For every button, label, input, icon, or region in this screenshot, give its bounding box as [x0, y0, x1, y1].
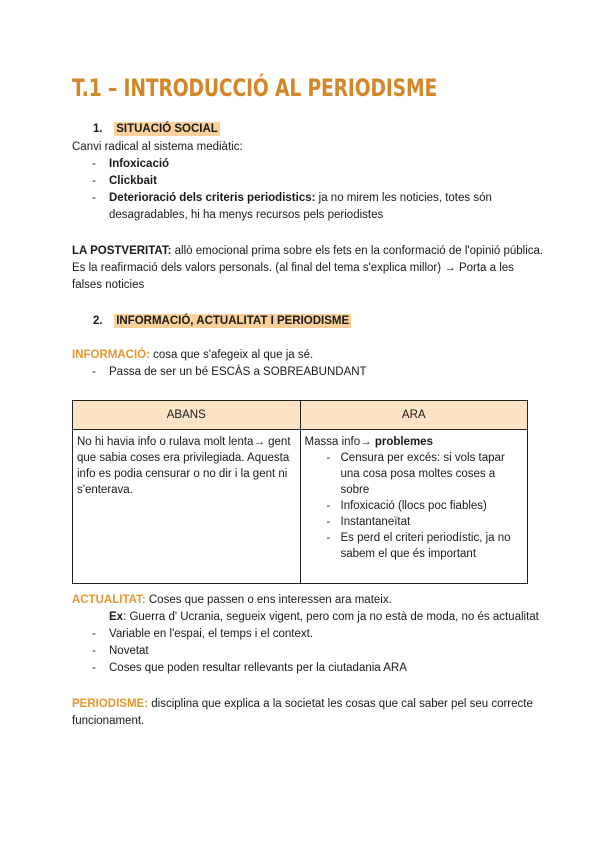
cell-intro-bold: problemes: [374, 436, 433, 448]
example-text: : Guerra d' Ucrania, segueix vigent, pero com ja no està de moda, no és actualitat: [123, 611, 539, 623]
postveritat-text: allò emocional prima sobre els fets en la conformació de l'opinió pública.: [171, 245, 544, 257]
cell-intro: [305, 434, 524, 450]
section-number: 1.: [93, 123, 103, 135]
cell-ara: [300, 430, 528, 584]
postveritat-line: falses noticies: [72, 279, 145, 291]
list-item-text: Clickbait: [109, 175, 157, 187]
cell-intro-text: Massa info→: [304, 436, 375, 448]
list-item: -: [92, 628, 96, 640]
page-title: T.1 – INTRODUCCIÓ AL PERIODISME: [72, 74, 438, 102]
periodisme-line: funcionament.: [72, 715, 145, 727]
informacio-paragraph: [72, 347, 313, 363]
periodisme-paragraph: [72, 696, 533, 712]
column-header-abans: ABANS: [73, 401, 301, 430]
example-line: [109, 609, 539, 625]
ara-list: [305, 450, 524, 562]
cell-line: No hi havia info o rulava molt lenta→ gent: [77, 436, 291, 448]
informacio-text: cosa que s'afegeix al que ja sé.: [149, 349, 314, 361]
term-description: ja no mirem les noticies, totes són: [315, 192, 492, 204]
list-item: - Es perd el criteri periodístic, ja no sabem el que és important: [305, 530, 524, 562]
list-item: - Instantaneïtat: [305, 514, 524, 530]
list-item-text: Coses que poden resultar rellevants per la ciutadania ARA: [109, 662, 407, 674]
section-1-intro: Canvi radical al sistema mediàtic:: [72, 141, 243, 153]
list-item-text: [109, 190, 492, 206]
column-header-ara: ARA: [300, 401, 528, 430]
actualitat-label: ACTUALITAT:: [72, 594, 146, 606]
list-item: -: [92, 192, 96, 204]
table-row: [73, 430, 528, 584]
section-title: INFORMACIÓ, ACTUALITAT I PERIODISME: [116, 315, 350, 327]
list-item: - Infoxicació (llocs poc fiables): [305, 498, 524, 514]
example-label: Ex: [109, 611, 124, 623]
list-item: -: [92, 175, 96, 187]
section-2-heading: [93, 313, 351, 329]
list-item-text: Infoxicació: [109, 158, 170, 170]
section-number: 2.: [93, 315, 103, 327]
list-item: -: [92, 662, 96, 674]
list-item-text: Variable en l'espai, el temps i el context.: [109, 628, 313, 640]
cell-line: s'enterava.: [77, 484, 133, 496]
cell-abans: [73, 430, 301, 584]
bold-term: Deterioració dels criteris periodistics:: [109, 192, 316, 204]
comparison-table: [72, 400, 528, 584]
cell-line: que sabia coses era privilegiada. Aquesta: [77, 452, 290, 464]
list-item-text: Passa de ser un bé ESCÀS a SOBREABUNDANT: [109, 366, 367, 378]
informacio-label: INFORMACIÓ:: [72, 349, 150, 361]
section-1-heading: [93, 121, 220, 137]
list-item: -: [92, 366, 96, 378]
list-item-text: Novetat: [109, 645, 149, 657]
actualitat-text: Coses que passen o ens interessen ara mateix.: [145, 594, 392, 606]
list-item: -: [92, 645, 96, 657]
postveritat-line: Es la reafirmació dels valors personals. (al final del tema s'explica millor) → Porta a les: [72, 262, 514, 274]
postveritat-label: LA POSTVERITAT:: [72, 245, 172, 257]
periodisme-label: PERIODISME:: [72, 698, 149, 710]
actualitat-paragraph: [72, 592, 392, 608]
cell-line: info es podia censurar o no dir i la gent ni: [77, 468, 288, 480]
list-item: - Censura per excés: si vols tapar una cosa posa moltes coses a sobre: [305, 450, 524, 498]
periodisme-text: disciplina que explica a la societat les cosas que cal saber pel seu correcte: [148, 698, 533, 710]
section-title: SITUACIÓ SOCIAL: [116, 123, 218, 135]
list-item-continuation: desagradables, hi ha menys recursos pels periodistes: [109, 209, 384, 221]
postveritat-paragraph: [72, 243, 543, 259]
list-item: -: [92, 158, 96, 170]
table-header-row: [73, 401, 528, 430]
